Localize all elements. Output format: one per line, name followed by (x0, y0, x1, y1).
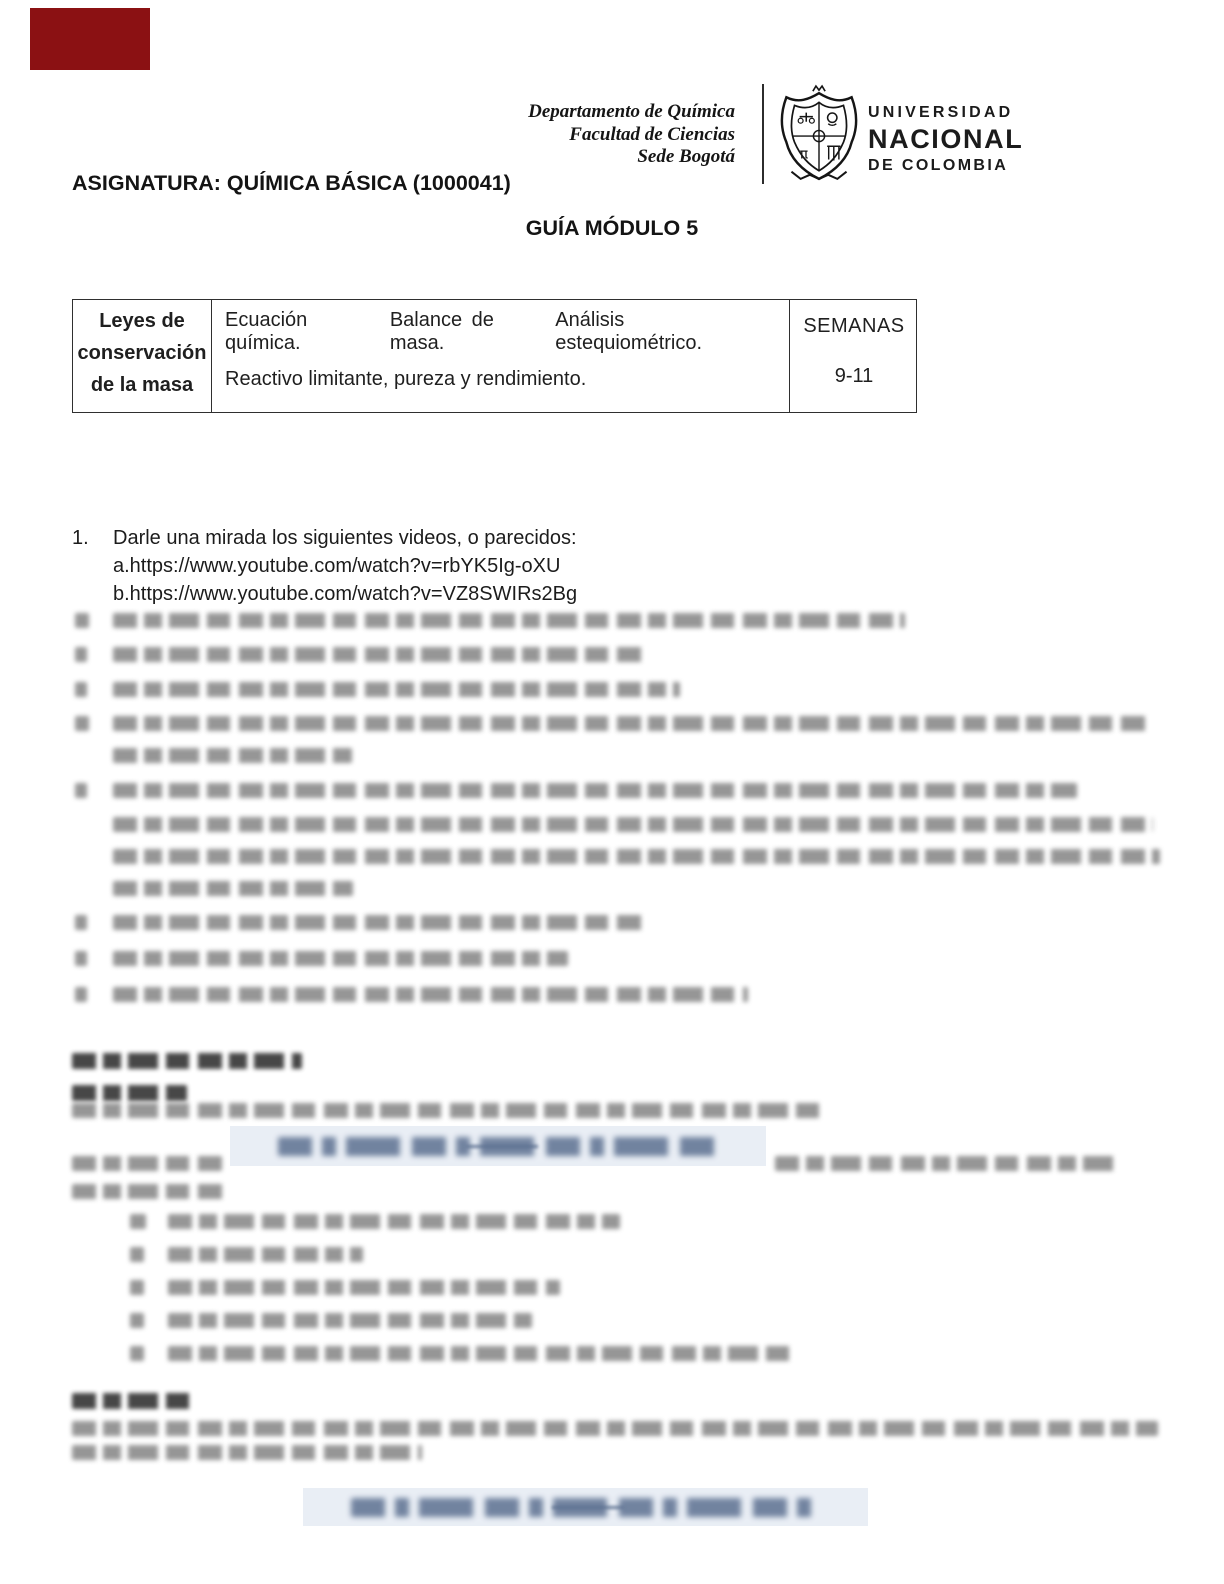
campus-line: Sede Bogotá (637, 146, 735, 167)
table-cell-weeks (790, 300, 918, 412)
header-department-block (400, 101, 735, 169)
task-1-number: 1. (72, 527, 89, 549)
wordmark-universidad: UNIVERSIDAD (868, 104, 1014, 121)
guide-title: GUÍA MÓDULO 5 (525, 216, 699, 240)
redacted-heading-line (72, 1085, 187, 1101)
wordmark-nacional: NACIONAL (868, 124, 1024, 154)
weeks-value: 9-11 (834, 365, 874, 387)
redacted-text-line (168, 1247, 363, 1262)
redacted-text-line (113, 951, 568, 966)
redacted-text-line (113, 915, 645, 930)
redacted-text-line (168, 1313, 532, 1328)
redacted-list-marker (75, 987, 87, 1002)
highlighted-equation-box (230, 1126, 766, 1166)
redacted-list-marker (130, 1313, 144, 1328)
reaction-arrow-icon (466, 1145, 538, 1148)
video-link-a[interactable]: a.https://www.youtube.com/watch?v=rbYK5Ig-oXU (113, 555, 561, 577)
redacted-heading-line (72, 1053, 302, 1069)
redacted-list-marker (75, 613, 89, 628)
redacted-list-marker (130, 1280, 144, 1295)
redacted-list-marker (130, 1247, 144, 1262)
redacted-text-line (775, 1156, 1120, 1171)
redacted-list-marker (75, 783, 87, 798)
redacted-list-marker (75, 915, 87, 930)
redacted-list-marker (75, 682, 87, 697)
svg-text:π: π (799, 146, 809, 163)
redacted-text-line (72, 1103, 820, 1118)
content-line-2: Reactivo limitante, pureza y rendimiento. (225, 368, 587, 390)
redacted-text-line (72, 1156, 222, 1171)
topic-text: Leyes de conservación de la masa (77, 310, 207, 396)
department-line: Departamento de Química (528, 101, 735, 122)
course-title: ASIGNATURA: QUÍMICA BÁSICA (1000041) (72, 171, 511, 195)
redacted-text-line (113, 881, 353, 896)
redacted-text-line (113, 987, 748, 1002)
redacted-text-line (113, 613, 905, 628)
redacted-text-line (168, 1214, 620, 1229)
redacted-text-line (72, 1445, 422, 1460)
redacted-text-line (168, 1280, 560, 1295)
university-wordmark (868, 104, 1088, 175)
redacted-text-line (113, 682, 680, 697)
weeks-label: SEMANAS (803, 315, 905, 337)
header-divider (762, 84, 764, 184)
redacted-list-marker (75, 647, 87, 662)
redaction-box (30, 8, 150, 70)
task-1-text: Darle una mirada los siguientes videos, o parecidos: (113, 527, 577, 549)
redacted-text-line (113, 748, 352, 763)
content-part: Balance de masa. (389, 309, 494, 354)
redacted-text-line (72, 1421, 1158, 1436)
redacted-text-line (113, 849, 1160, 864)
redacted-text-line (168, 1346, 793, 1361)
redacted-text-line (113, 716, 1150, 731)
content-part: Análisis estequiométrico. (555, 309, 703, 354)
faculty-line: Facultad de Ciencias (569, 123, 735, 145)
redacted-list-marker (75, 951, 87, 966)
content-part: Ecuación química. (225, 309, 308, 354)
highlighted-equation-box (303, 1488, 868, 1526)
topic-table (72, 299, 917, 413)
reaction-arrow-icon (552, 1506, 624, 1509)
redacted-list-marker (75, 716, 89, 731)
video-link-b[interactable]: b.https://www.youtube.com/watch?v=VZ8SWIRs2Bg (113, 583, 578, 605)
redacted-text-line (113, 783, 1077, 798)
wordmark-de-colombia: DE COLOMBIA (868, 157, 1009, 174)
redacted-list-marker (130, 1346, 144, 1361)
redacted-text-line (72, 1184, 224, 1199)
redacted-heading-line (72, 1393, 192, 1409)
redacted-text-line (113, 647, 648, 662)
redacted-list-marker (130, 1214, 146, 1229)
table-cell-content (212, 300, 790, 412)
table-cell-topic (73, 300, 212, 412)
university-crest-icon (776, 83, 862, 185)
redacted-text-line (113, 817, 1153, 832)
content-line-1 (225, 309, 777, 355)
